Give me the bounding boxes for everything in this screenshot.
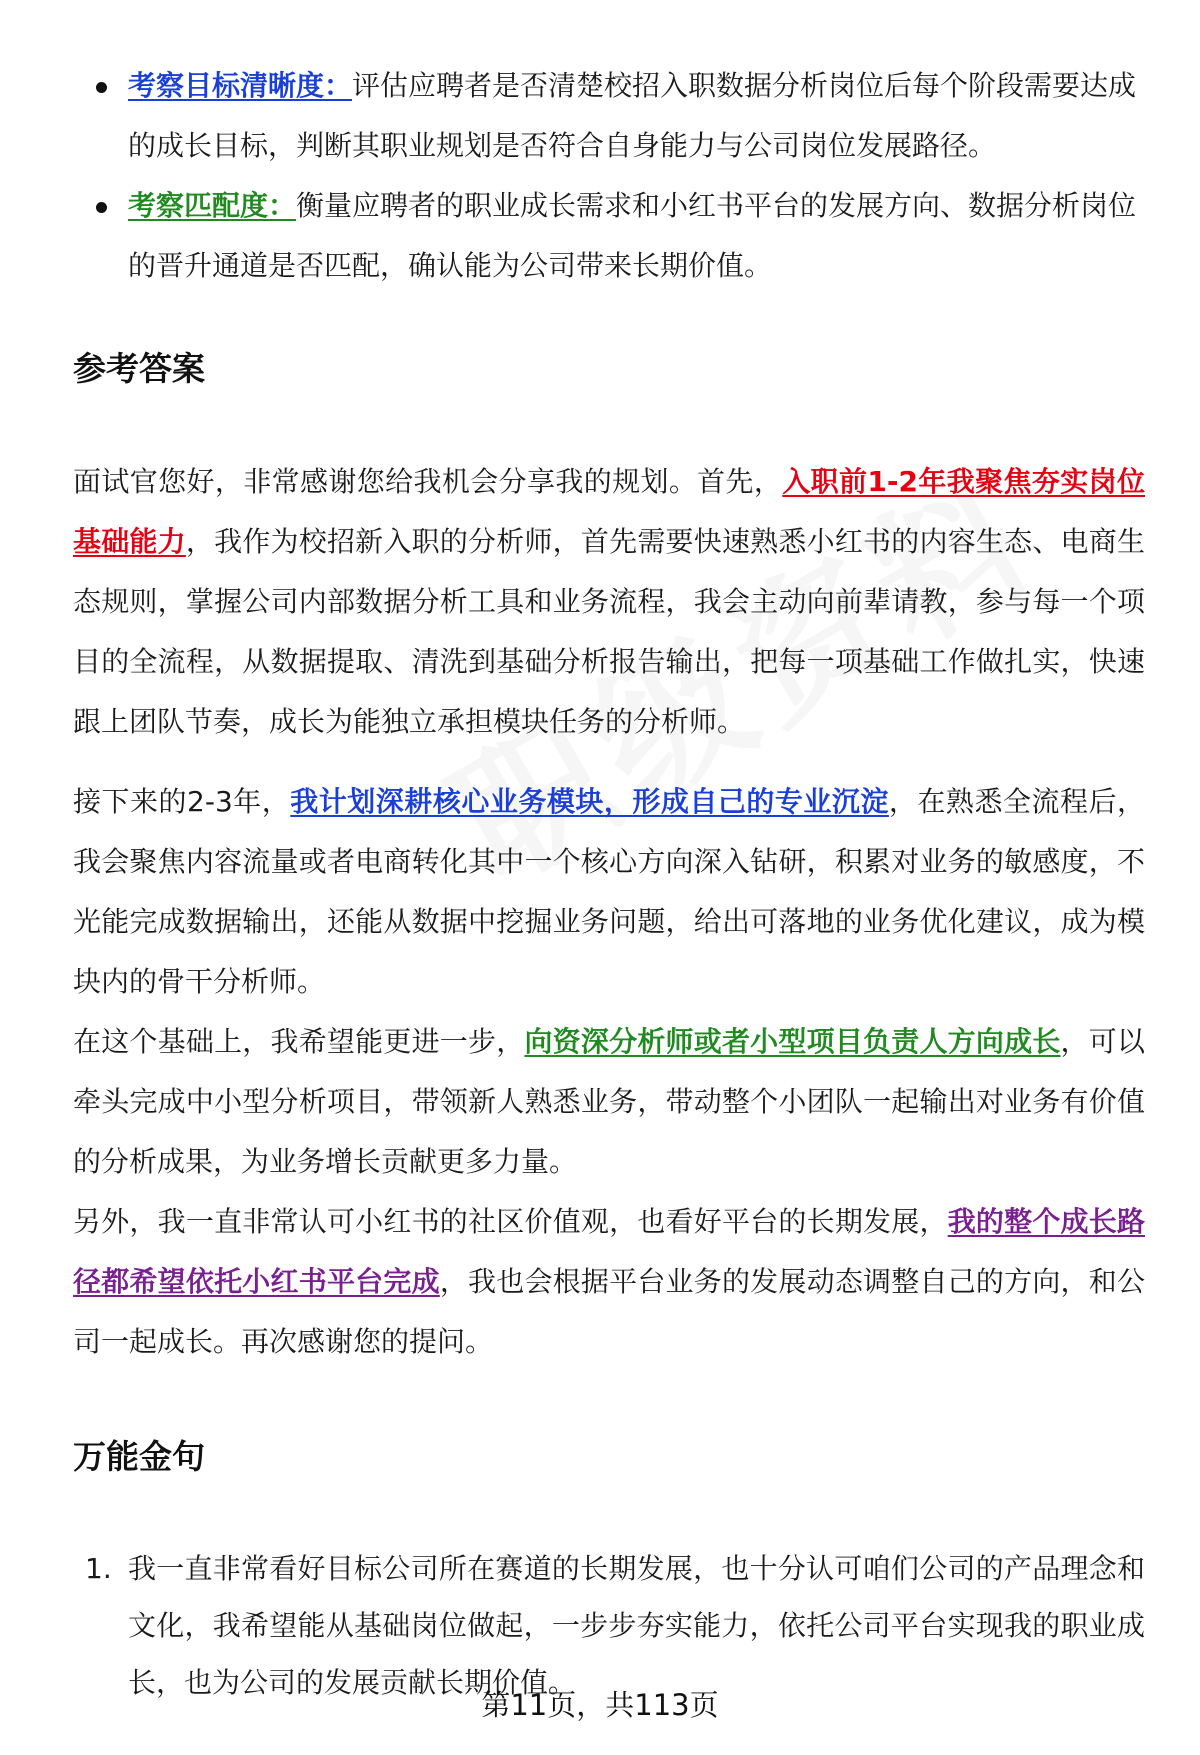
- highlight-text: 我的整个成长路径都希望依托小红书平台完成: [73, 1205, 1145, 1298]
- page-footer: 第11页，共113页: [481, 1688, 719, 1722]
- paragraph-text: ，我也会根据平台业务的发展动态调整自己的方向，和公司一起成长。再次感谢您的提问。: [73, 1265, 1145, 1358]
- criteria-text: 评估应聘者是否清楚校招入职数据分析岗位后每个阶段需要达成的成长目标，判断其职业规划是否符合自身能力与公司岗位发展路径。: [128, 69, 1137, 162]
- paragraph-text: ，可以牵头完成中小型分析项目，带领新人熟悉业务，带动整个小团队一起输出对业务有价值的分析成果，为业务增长贡献更多力量。: [73, 1025, 1145, 1178]
- section-heading-answer: 参考答案: [73, 349, 205, 388]
- bullet-icon: [96, 202, 107, 213]
- list-item: [73, 56, 1145, 176]
- section-heading-golden: 万能金句: [73, 1437, 205, 1476]
- list-number: 1.: [85, 1552, 112, 1585]
- paragraph-text: 在这个基础上，我希望能更进一步，: [73, 1025, 525, 1058]
- document-body: [73, 56, 1145, 1711]
- answer-paragraph: [73, 1012, 1145, 1192]
- answer-paragraph: [73, 1192, 1145, 1372]
- highlight-text: 向资深分析师或者小型项目负责人方向成长: [524, 1025, 1061, 1058]
- highlight-text: 我计划深耕核心业务模块，形成自己的专业沉淀: [290, 785, 889, 818]
- answer-paragraph: [73, 772, 1145, 1012]
- highlight-text: 入职前1-2年我聚焦夯实岗位基础能力: [73, 465, 1145, 558]
- paragraph-text: ，在熟悉全流程后，我会聚焦内容流量或者电商转化其中一个核心方向深入钻研，积累对业务的敏感度，不光能完成数据输出，还能从数据中挖掘业务问题，给出可落地的业务优化建议，成为模块内的骨干分析师。: [73, 785, 1145, 998]
- paragraph-text: 接下来的2-3年，: [73, 785, 291, 818]
- criteria-list: [73, 56, 1145, 296]
- paragraph-text: 另外，我一直非常认可小红书的社区价值观，也看好平台的长期发展，: [73, 1205, 948, 1238]
- criteria-label: 考察目标清晰度：: [128, 69, 353, 102]
- bullet-icon: [96, 82, 107, 93]
- criteria-text: 衡量应聘者的职业成长需求和小红书平台的发展方向、数据分析岗位的晋升通道是否匹配，确认能为公司带来长期价值。: [128, 189, 1137, 282]
- paragraph-text: ，我作为校招新入职的分析师，首先需要快速熟悉小红书的内容生态、电商生态规则，掌握公司内部数据分析工具和业务流程，我会主动向前辈请教，参与每一个项目的全流程，从数据提取、清洗到基础分析报告输出，把每一项基础工作做扎实，快速跟上团队节奏，成长为能独立承担模块任务的分析师。: [73, 525, 1145, 738]
- answer-paragraph: [73, 452, 1145, 752]
- list-item: [73, 176, 1145, 296]
- paragraph-text: 面试官您好，非常感谢您给我机会分享我的规划。首先，: [73, 465, 783, 498]
- criteria-label: 考察匹配度：: [128, 189, 297, 222]
- golden-text: 我一直非常看好目标公司所在赛道的长期发展，也十分认可咱们公司的产品理念和文化，我希望能从基础岗位做起，一步步夯实能力，依托公司平台实现我的职业成长，也为公司的发展贡献长期价值。: [128, 1552, 1145, 1699]
